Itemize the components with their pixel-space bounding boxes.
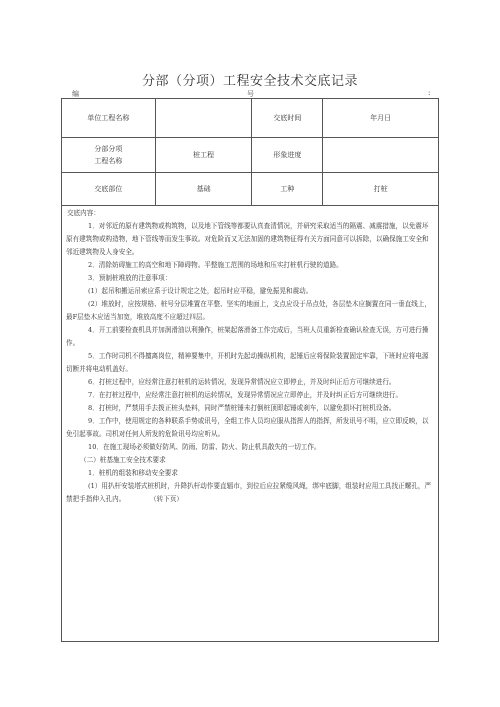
paragraph-1: 1．对邻近的原有建筑物或构筑物，以及地下管线等都要认真查清情况，并研究采取适当的隔震、减震措施，以免震坏原有建筑物或构造物，地下管线等而发生事故。对危险而又无法加固的建筑物征得有关方面同意可以拆除，以确保施工安全和邻近建筑物及人身安全。 bbox=[66, 222, 429, 256]
sub-project-label-line2: 工程名称 bbox=[94, 157, 123, 165]
sub-project-value: 桩工程 bbox=[155, 138, 252, 173]
subsection-1-heading: 1．桩机的组装和移动安全要求 bbox=[88, 469, 178, 477]
trade-label: 工种 bbox=[252, 173, 323, 206]
disclosure-content bbox=[66, 207, 434, 506]
paragraph-3: 3．预制桩堆放的注意事项： bbox=[88, 274, 172, 282]
paragraph-9: 9．工作中，使用规定的各种联系手势或讯号，全组工作人员均应服从指挥人的指挥，所发讯号不明，应立即反映，以免引起事故。司机对任何人所发的危险讯号均应听从。 bbox=[66, 417, 429, 438]
paragraph-8: 8．打桩时，严禁用手去拨正桩头垫料，同时严禁桩锤未打倒桩顶即起锤或刹车，以避免损坏打桩机设备。 bbox=[88, 404, 396, 412]
paragraph-5: 5．工作时司机不得擅离岗位，精神要集中，开机时先起动操纵机构，起锤后应将保险装置固定牢靠，下班时应将电源切断并将电动机盖好。 bbox=[66, 352, 429, 373]
info-table bbox=[61, 98, 439, 206]
time-value: 年月日 bbox=[323, 99, 439, 138]
paragraph-3-2: (2）堆放时，应按规格、桩号分层堆置在平整、坚实的地面上，支点应设于吊点处，各层垫木应搁置在同一垂直线上，最F层垫木应适当加宽，堆放高度不应超过四层。 bbox=[66, 300, 432, 321]
table-row bbox=[62, 99, 439, 138]
paragraph-6: 6．打桩过程中，应经常注意打桩机的运转情况，发现异常情况应立即停止，并及时纠正后方可继续进行。 bbox=[88, 378, 396, 386]
paragraph-4: 4．开工前要检查机具并加润滑油以利操作，桩架起落滑备工作完成后，当班人员重新检查确认检查无误，方可进行操作。 bbox=[66, 326, 429, 347]
sub-project-label-line1: 分部分项 bbox=[94, 145, 123, 153]
section-2-heading: （二）桩基施工安全技术要求 bbox=[80, 456, 166, 464]
paragraph-10: 10．在施工现场必须做好防风、防雨、防雷、防火、防止机具散失的一切工作。 bbox=[88, 443, 321, 451]
paragraph-2: 2．清除妨碍施工的高空和地下障碍物。平整施工范围的场地和压实打桩机行驶的道路。 bbox=[88, 261, 343, 269]
table-row bbox=[62, 138, 439, 173]
part-value: 基础 bbox=[155, 173, 252, 206]
progress-value bbox=[323, 138, 439, 173]
table-row bbox=[62, 173, 439, 206]
page-title: 分部（分项）工程安全技术交底记录 bbox=[141, 74, 358, 89]
bottom-rule bbox=[61, 641, 439, 642]
subsection-1-item-1 bbox=[66, 480, 434, 506]
subsection-1-item-1-text: (1）用扒杆安装塔式桩机时，升降扒杆动作要直辐市，到位后应拉紧缆风绳，绑牢底脚，组装时应用工具找正螺孔，严禁把手指伸入孔内。 bbox=[66, 482, 432, 503]
time-label: 交底时间 bbox=[252, 99, 323, 138]
sub-project-label bbox=[62, 138, 156, 173]
trade-value: 打桩 bbox=[323, 173, 439, 206]
continue-note: （转下页） bbox=[153, 495, 184, 503]
part-label: 交底部位 bbox=[62, 173, 156, 206]
unit-name-label: 单位工程名称 bbox=[62, 99, 156, 138]
progress-label: 形象进度 bbox=[252, 138, 323, 173]
paragraph-7: 7．在打桩过程中，应经常注意打桩机的运转情况，发现异常情况应立即停止，并及时纠正后方可继续进行。 bbox=[88, 391, 403, 399]
content-heading: 交底内容： bbox=[67, 209, 100, 217]
number-label-mid: 号 bbox=[247, 90, 254, 98]
unit-name-value bbox=[155, 99, 252, 138]
number-label-left: 编 bbox=[72, 90, 79, 98]
paragraph-3-1: (1）起吊和搬运吊索应系于设计规定之处，起吊时应平稳，避免振晃和震动。 bbox=[88, 287, 313, 295]
number-colon: : bbox=[428, 89, 431, 97]
